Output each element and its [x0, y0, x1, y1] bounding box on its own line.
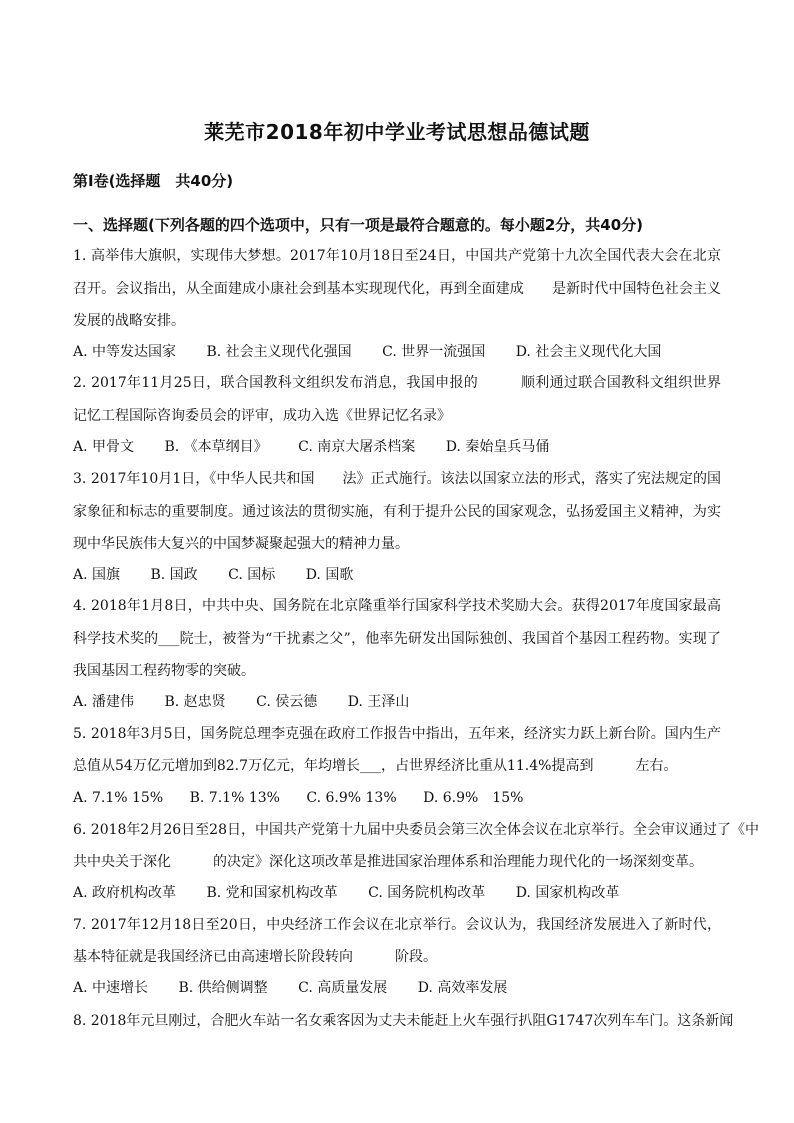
- q5-options: [73, 788, 545, 808]
- q1-line-3: 发展的战略安排。: [73, 313, 185, 329]
- q6-options: [73, 883, 645, 903]
- q6-option-c: C. 国务院机构改革: [368, 885, 486, 901]
- q3-option-c: C. 国标: [228, 567, 276, 583]
- q7-options: [73, 978, 533, 998]
- q3-option-a: A. 国旗: [73, 567, 121, 583]
- q2-options: [73, 437, 575, 457]
- q5-option-d: D. 6.9% 15%: [423, 790, 524, 806]
- q4-line-3: 我国基因工程药物零的突破。: [73, 663, 255, 679]
- q6-option-d: D. 国家机构改革: [515, 885, 620, 901]
- q1-option-a: A. 中等发达国家: [73, 344, 177, 360]
- q4-options: [73, 692, 435, 712]
- part-heading: 第Ⅰ卷(选择题 共40分): [73, 172, 234, 190]
- q1-option-b: B. 社会主义现代化强国: [206, 344, 352, 360]
- q6-option-a: A. 政府机构改革: [73, 885, 177, 901]
- q6-line-1: 6. 2018年2月26日至28日，中国共产党第十九届中央委员会第三次全体会议在北京举行。全会审议通过了《中: [73, 822, 759, 838]
- q5-line-2: 总值从54万亿元增加到82.7万亿元，年均增长___，占世界经济比重从11.4%提高到 左右。: [73, 758, 678, 774]
- q7-line-2: 基本特征就是我国经济已由高速增长阶段转向 阶段。: [73, 949, 437, 965]
- q2-option-d: D. 秦始皇兵马俑: [445, 439, 550, 455]
- q7-option-c: C. 高质量发展: [298, 980, 388, 996]
- q4-line-1: 4. 2018年1月8日，中共中央、国务院在北京隆重举行国家科学技术奖励大会。获得2017年度国家最高: [73, 598, 721, 614]
- q5-line-1: 5. 2018年3月5日，国务院总理李克强在政府工作报告中指出，五年来，经济实力跃上新台阶。国内生产: [73, 726, 721, 742]
- q2-option-c: C. 南京大屠杀档案: [298, 439, 416, 455]
- q6-option-b: B. 党和国家机构改革: [206, 885, 338, 901]
- q3-option-d: D. 国歌: [305, 567, 354, 583]
- q3-option-b: B. 国政: [150, 567, 198, 583]
- q4-option-a: A. 潘建伟: [73, 694, 135, 710]
- q5-option-c: C. 6.9% 13%: [306, 790, 397, 806]
- q1-line-1: 1. 高举伟大旗帜，实现伟大梦想。2017年10月18日至24日，中国共产党第十九次全国代表大会在北京: [73, 248, 721, 264]
- q1-options: [73, 342, 687, 362]
- q2-option-a: A. 甲骨文: [73, 439, 135, 455]
- q4-option-d: D. 王泽山: [347, 694, 410, 710]
- q3-line-1: 3. 2017年10月1日，《中华人民共和国 法》正式施行。该法以国家立法的形式，落实了宪法规定的国: [73, 471, 721, 487]
- q8-line-1: 8. 2018年元旦刚过，合肥火车站一名女乘客因为丈夫未能赶上火车强行扒阻G1747次列车车门。这条新闻: [73, 1013, 734, 1029]
- q1-option-d: D. 社会主义现代化大国: [515, 344, 662, 360]
- q7-option-d: D. 高效率发展: [417, 980, 508, 996]
- q6-line-2: 共中央关于深化 的决定》深化这项改革是推进国家治理体系和治理能力现代化的一场深刻变革。: [73, 854, 703, 870]
- section-heading: 一、选择题(下列各题的四个选项中，只有一项是最符合题意的。每小题2分，共40分): [73, 216, 644, 234]
- q1-line-2: 召开。会议指出，从全面建成小康社会到基本实现现代化，再到全面建成 是新时代中国特色社会主义: [73, 281, 721, 297]
- q4-option-b: B. 赵忠贤: [164, 694, 226, 710]
- q2-line-1: 2. 2017年11月25日，联合国教科文组织发布消息，我国申报的 顺利通过联合国教科文组织世界: [73, 375, 721, 391]
- q2-option-b: B. 《本草纲目》: [164, 439, 268, 455]
- q1-option-c: C. 世界一流强国: [382, 344, 486, 360]
- q3-line-3: 现中华民族伟大复兴的中国梦凝聚起强大的精神力量。: [73, 536, 409, 552]
- q7-line-1: 7. 2017年12月18日至20日，中央经济工作会议在北京举行。会议认为，我国经济发展进入了新时代，: [73, 917, 721, 933]
- q5-option-b: B. 7.1% 13%: [189, 790, 280, 806]
- q7-option-a: A. 中速增长: [73, 980, 149, 996]
- q3-line-2: 家象征和标志的重要制度。通过该法的贯彻实施，有利于提升公民的国家观念，弘扬爱国主义精神，为实: [73, 504, 721, 520]
- q7-option-b: B. 供给侧调整: [178, 980, 268, 996]
- q2-line-2: 记忆工程国际咨询委员会的评审，成功入选《世界记忆名录》: [73, 408, 451, 424]
- exam-title: 莱芜市2018年初中学业考试思想品德试题: [204, 120, 590, 144]
- q3-options: [73, 565, 379, 585]
- q5-option-a: A. 7.1% 15%: [73, 790, 164, 806]
- q4-option-c: C. 侯云德: [256, 694, 318, 710]
- q4-line-2: 科学技术奖的___院士，被誉为“干扰素之父”，他率先研发出国际独创、我国首个基因工程药物。实现了: [73, 631, 721, 647]
